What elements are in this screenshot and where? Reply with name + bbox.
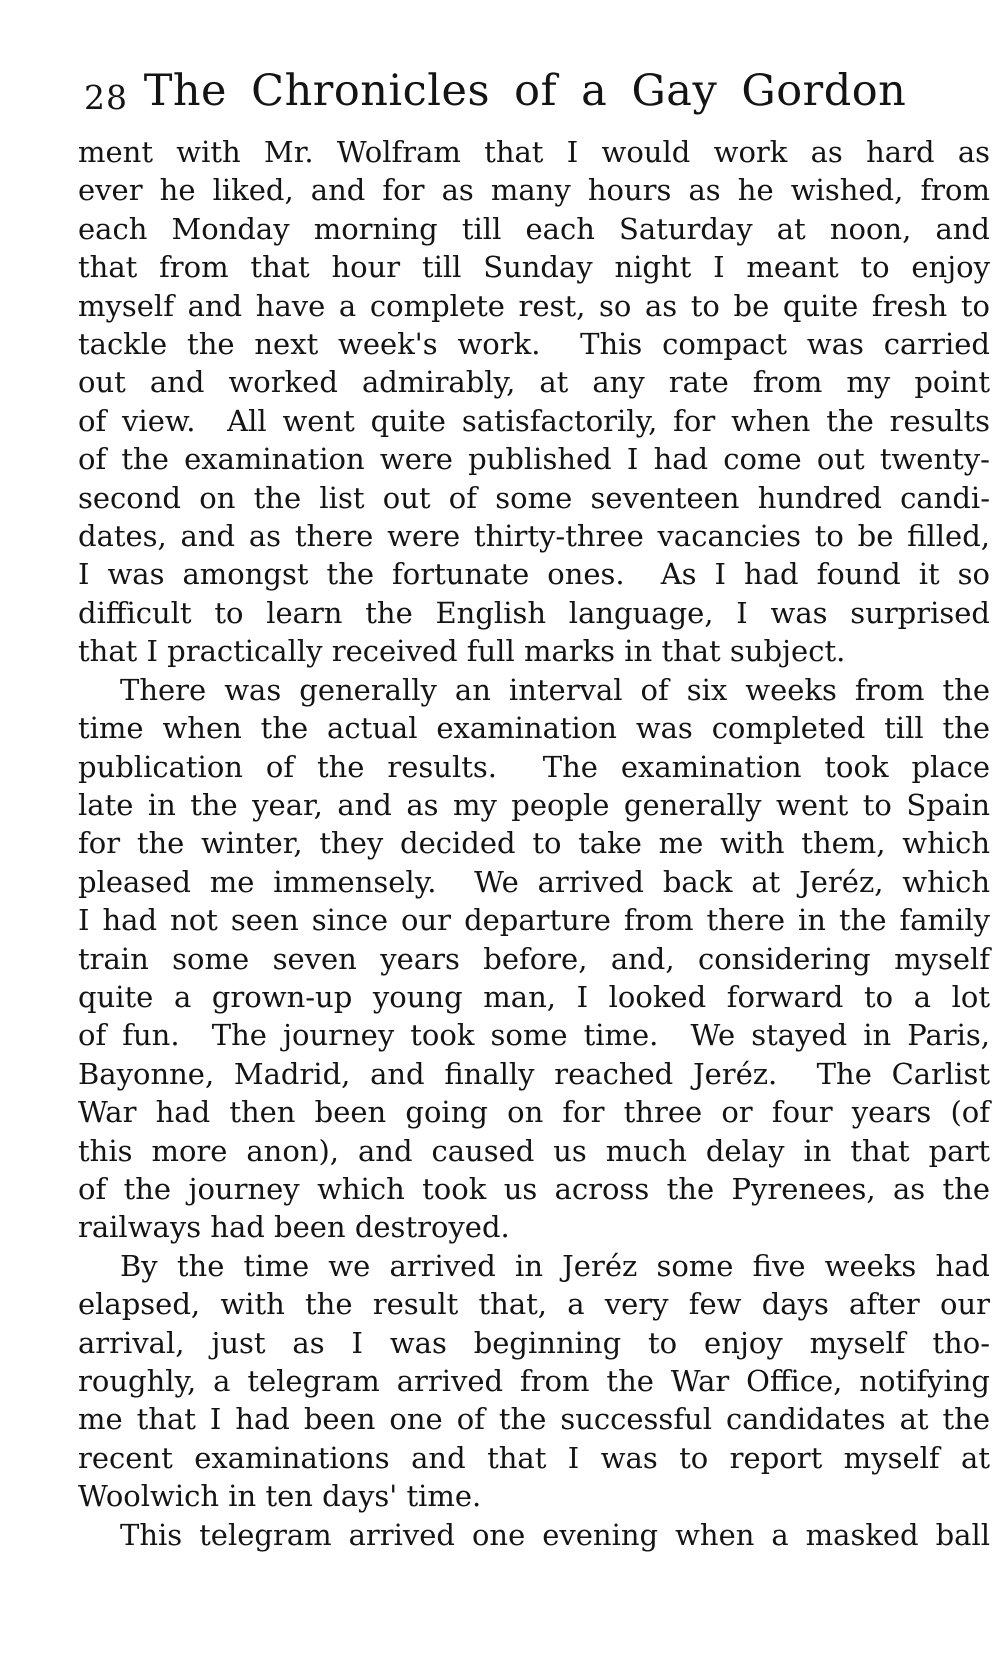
text-line: difficult to learn the English language, I was surprised — [78, 595, 990, 630]
text-line: out and worked admirably, at any rate from my point — [78, 365, 990, 400]
text-line: ever he liked, and for as many hours as he wished, from — [78, 173, 990, 208]
text-line: By the time we arrived in Jeréz some five weeks had — [120, 1248, 990, 1283]
text-line: for the winter, they decided to take me with them, which — [78, 826, 990, 861]
text-line: dates, and as there were thirty-three vacancies to be filled, — [78, 519, 990, 554]
text-line: pleased me immensely. We arrived back at Jeréz, which — [78, 864, 990, 899]
text-line: this more anon), and caused us much delay in that part — [78, 1133, 990, 1168]
text-line: that I practically received full marks in that subject. — [78, 634, 846, 669]
text-line: War had then been going on for three or four years (of — [78, 1095, 990, 1130]
paragraph — [78, 1516, 990, 1554]
body-text — [78, 133, 990, 1554]
text-line: This telegram arrived one evening when a masked ball — [120, 1517, 990, 1552]
text-line: recent examinations and that I was to report myself at — [78, 1440, 990, 1475]
text-line: Woolwich in ten days' time. — [78, 1479, 482, 1514]
text-line: train some seven years before, and, considering myself — [78, 941, 990, 976]
text-line: Bayonne, Madrid, and finally reached Jeréz. The Carlist — [78, 1056, 990, 1091]
text-line: of the examination were published I had come out twenty- — [78, 442, 990, 477]
text-line: late in the year, and as my people generally went to Spain — [78, 787, 990, 822]
page-header — [0, 66, 1000, 126]
text-line: myself and have a complete rest, so as to be quite fresh to — [78, 288, 990, 323]
text-line: second on the list out of some seventeen hundred candi- — [78, 480, 990, 515]
text-line: of the journey which took us across the Pyrenees, as the — [78, 1171, 990, 1206]
text-line: ment with Mr. Wolfram that I would work as hard as — [78, 135, 990, 169]
text-line: railways had been destroyed. — [78, 1210, 510, 1245]
text-line: time when the actual examination was completed till the — [78, 711, 990, 746]
text-line: I was amongst the fortunate ones. As I had found it so — [78, 557, 990, 592]
text-line: me that I had been one of the successful candidates at the — [78, 1402, 990, 1437]
text-line: that from that hour till Sunday night I meant to enjoy — [78, 250, 990, 285]
text-line: each Monday morning till each Saturday at noon, and — [78, 211, 990, 246]
text-line: quite a grown-up young man, I looked forward to a lot — [78, 979, 990, 1014]
text-line: of view. All went quite satisfactorily, for when the results — [78, 403, 990, 438]
text-line: arrival, just as I was beginning to enjoy myself tho- — [78, 1325, 990, 1360]
paragraph — [78, 1247, 990, 1516]
text-line: I had not seen since our departure from there in the family — [78, 903, 990, 938]
page-number: 28 — [84, 78, 128, 117]
text-line: There was generally an interval of six weeks from the — [120, 672, 990, 707]
text-line: of fun. The journey took some time. We stayed in Paris, — [78, 1018, 990, 1053]
paragraph — [78, 671, 990, 1247]
text-line: publication of the results. The examination took place — [78, 749, 990, 784]
text-line: roughly, a telegram arrived from the War Office, notifying — [78, 1364, 990, 1398]
running-title: The Chronicles of a Gay Gordon — [143, 66, 907, 116]
paragraph — [78, 133, 990, 671]
text-line: tackle the next week's work. This compact was carried — [78, 327, 990, 362]
text-line: elapsed, with the result that, a very few days after our — [78, 1287, 990, 1322]
